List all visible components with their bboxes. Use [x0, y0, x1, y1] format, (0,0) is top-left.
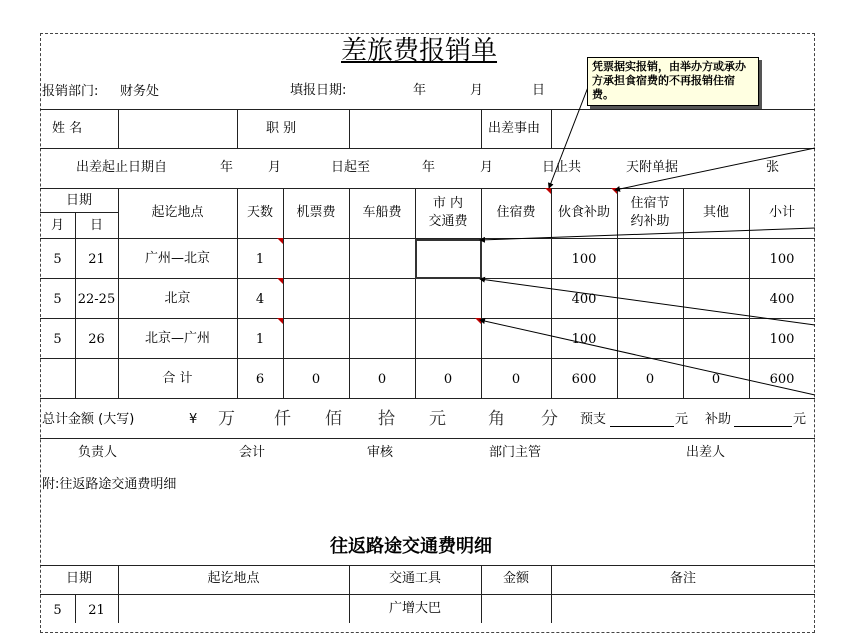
row-meal: 100	[571, 332, 597, 347]
amount-bai: 佰	[325, 409, 342, 429]
col-boat: 车船费	[362, 205, 402, 220]
subsidy-unit: 元	[793, 412, 807, 427]
fill-day: 日	[532, 83, 546, 98]
col-other: 其他	[702, 205, 729, 220]
col-lodging: 住宿费	[496, 205, 536, 220]
period-year1: 年	[220, 160, 234, 175]
col-subtotal: 小计	[768, 205, 795, 220]
totals-air: 0	[311, 372, 321, 387]
row-subtotal: 400	[769, 292, 795, 307]
dept-label: 报销部门:	[42, 84, 99, 99]
amount-shi: 拾	[378, 409, 395, 429]
totals-lodging: 0	[511, 372, 521, 387]
row-month: 5	[53, 332, 62, 347]
sig-accountant: 会计	[239, 445, 266, 460]
row-month: 5	[53, 292, 62, 307]
sig-responsible: 负责人	[78, 445, 118, 460]
row-days: 1	[255, 252, 265, 267]
detail-row-day: 21	[88, 603, 105, 618]
row-meal: 100	[571, 252, 597, 267]
detail-col-date: 日期	[65, 571, 92, 586]
detail-title: 往返路途交通费明细	[330, 536, 492, 557]
row-days: 1	[255, 332, 265, 347]
detail-col-place: 起讫地点	[207, 571, 260, 586]
row-meal: 400	[571, 292, 597, 307]
col-date: 日期	[65, 193, 92, 208]
col-meal: 伙食补助	[557, 205, 610, 220]
row-place: 北京—广州	[144, 331, 210, 346]
col-month: 月	[50, 218, 64, 233]
totals-save: 0	[645, 372, 655, 387]
dept-value: 财务处	[120, 84, 160, 99]
col-day: 日	[89, 218, 103, 233]
sig-traveler: 出差人	[686, 445, 726, 460]
period-from: 出差起止日期自	[76, 160, 168, 175]
reason-label: 出差事由	[488, 121, 541, 136]
totals-meal: 600	[571, 372, 597, 387]
amount-label: 总计金额 (大写)	[42, 412, 135, 427]
row-subtotal: 100	[769, 252, 795, 267]
period-total: 日止共	[542, 160, 582, 175]
advance-unit: 元	[675, 412, 689, 427]
row-day: 21	[88, 252, 105, 267]
col-city-1: 市 内	[432, 196, 464, 211]
detail-col-amount: 金额	[502, 571, 529, 586]
name-label: 姓 名	[52, 121, 83, 136]
row-day: 22-25	[77, 292, 116, 307]
period-attach: 天附单据	[626, 160, 679, 175]
totals-other: 0	[711, 372, 721, 387]
period-month1: 月	[268, 160, 282, 175]
position-label: 职 别	[266, 121, 297, 136]
detail-col-remark: 备注	[669, 571, 696, 586]
totals-label: 合 计	[162, 371, 193, 386]
amount-qian: 仟	[274, 409, 291, 429]
fill-year: 年	[413, 83, 427, 98]
advance-label: 预支	[580, 412, 607, 427]
col-air: 机票费	[296, 205, 336, 220]
row-month: 5	[53, 252, 62, 267]
col-save-1: 住宿节	[630, 196, 670, 211]
col-place: 起讫地点	[151, 205, 204, 220]
fill-month: 月	[470, 83, 484, 98]
attachment-note: 附:往返路途交通费明细	[42, 477, 177, 492]
amount-fen: 分	[541, 409, 558, 429]
totals-subtotal: 600	[769, 372, 795, 387]
row-subtotal: 100	[769, 332, 795, 347]
period-sheets: 张	[766, 160, 780, 175]
form-title: 差旅费报销单	[341, 36, 498, 66]
sig-manager: 部门主管	[489, 445, 542, 460]
amount-wan: 万	[218, 409, 235, 429]
row-place: 北京	[164, 291, 191, 306]
fill-date-label: 填报日期:	[290, 83, 347, 98]
detail-col-transport: 交通工具	[388, 571, 441, 586]
row-place: 广州—北京	[144, 251, 210, 266]
sig-auditor: 审核	[367, 445, 394, 460]
detail-row-transport: 广增大巴	[388, 601, 441, 616]
row-days: 4	[255, 292, 265, 307]
col-city-2: 交通费	[428, 214, 468, 229]
totals-city: 0	[443, 372, 453, 387]
period-to: 日起至	[331, 160, 371, 175]
period-month2: 月	[480, 160, 494, 175]
comment-box[interactable]: 凭票据实报销，由举办方或承办方承担食宿费的不再报销住宿费。	[587, 57, 759, 106]
amount-jiao: 角	[488, 409, 505, 429]
period-year2: 年	[422, 160, 436, 175]
amount-yuan: 元	[429, 409, 446, 429]
totals-days: 6	[255, 372, 265, 387]
row-day: 26	[88, 332, 105, 347]
totals-boat: 0	[377, 372, 387, 387]
col-days: 天数	[246, 205, 273, 220]
amount-yen: ¥	[189, 412, 198, 427]
detail-row-month: 5	[53, 603, 62, 618]
subsidy-label: 补助	[705, 412, 732, 427]
col-save-2: 约补助	[630, 214, 670, 229]
